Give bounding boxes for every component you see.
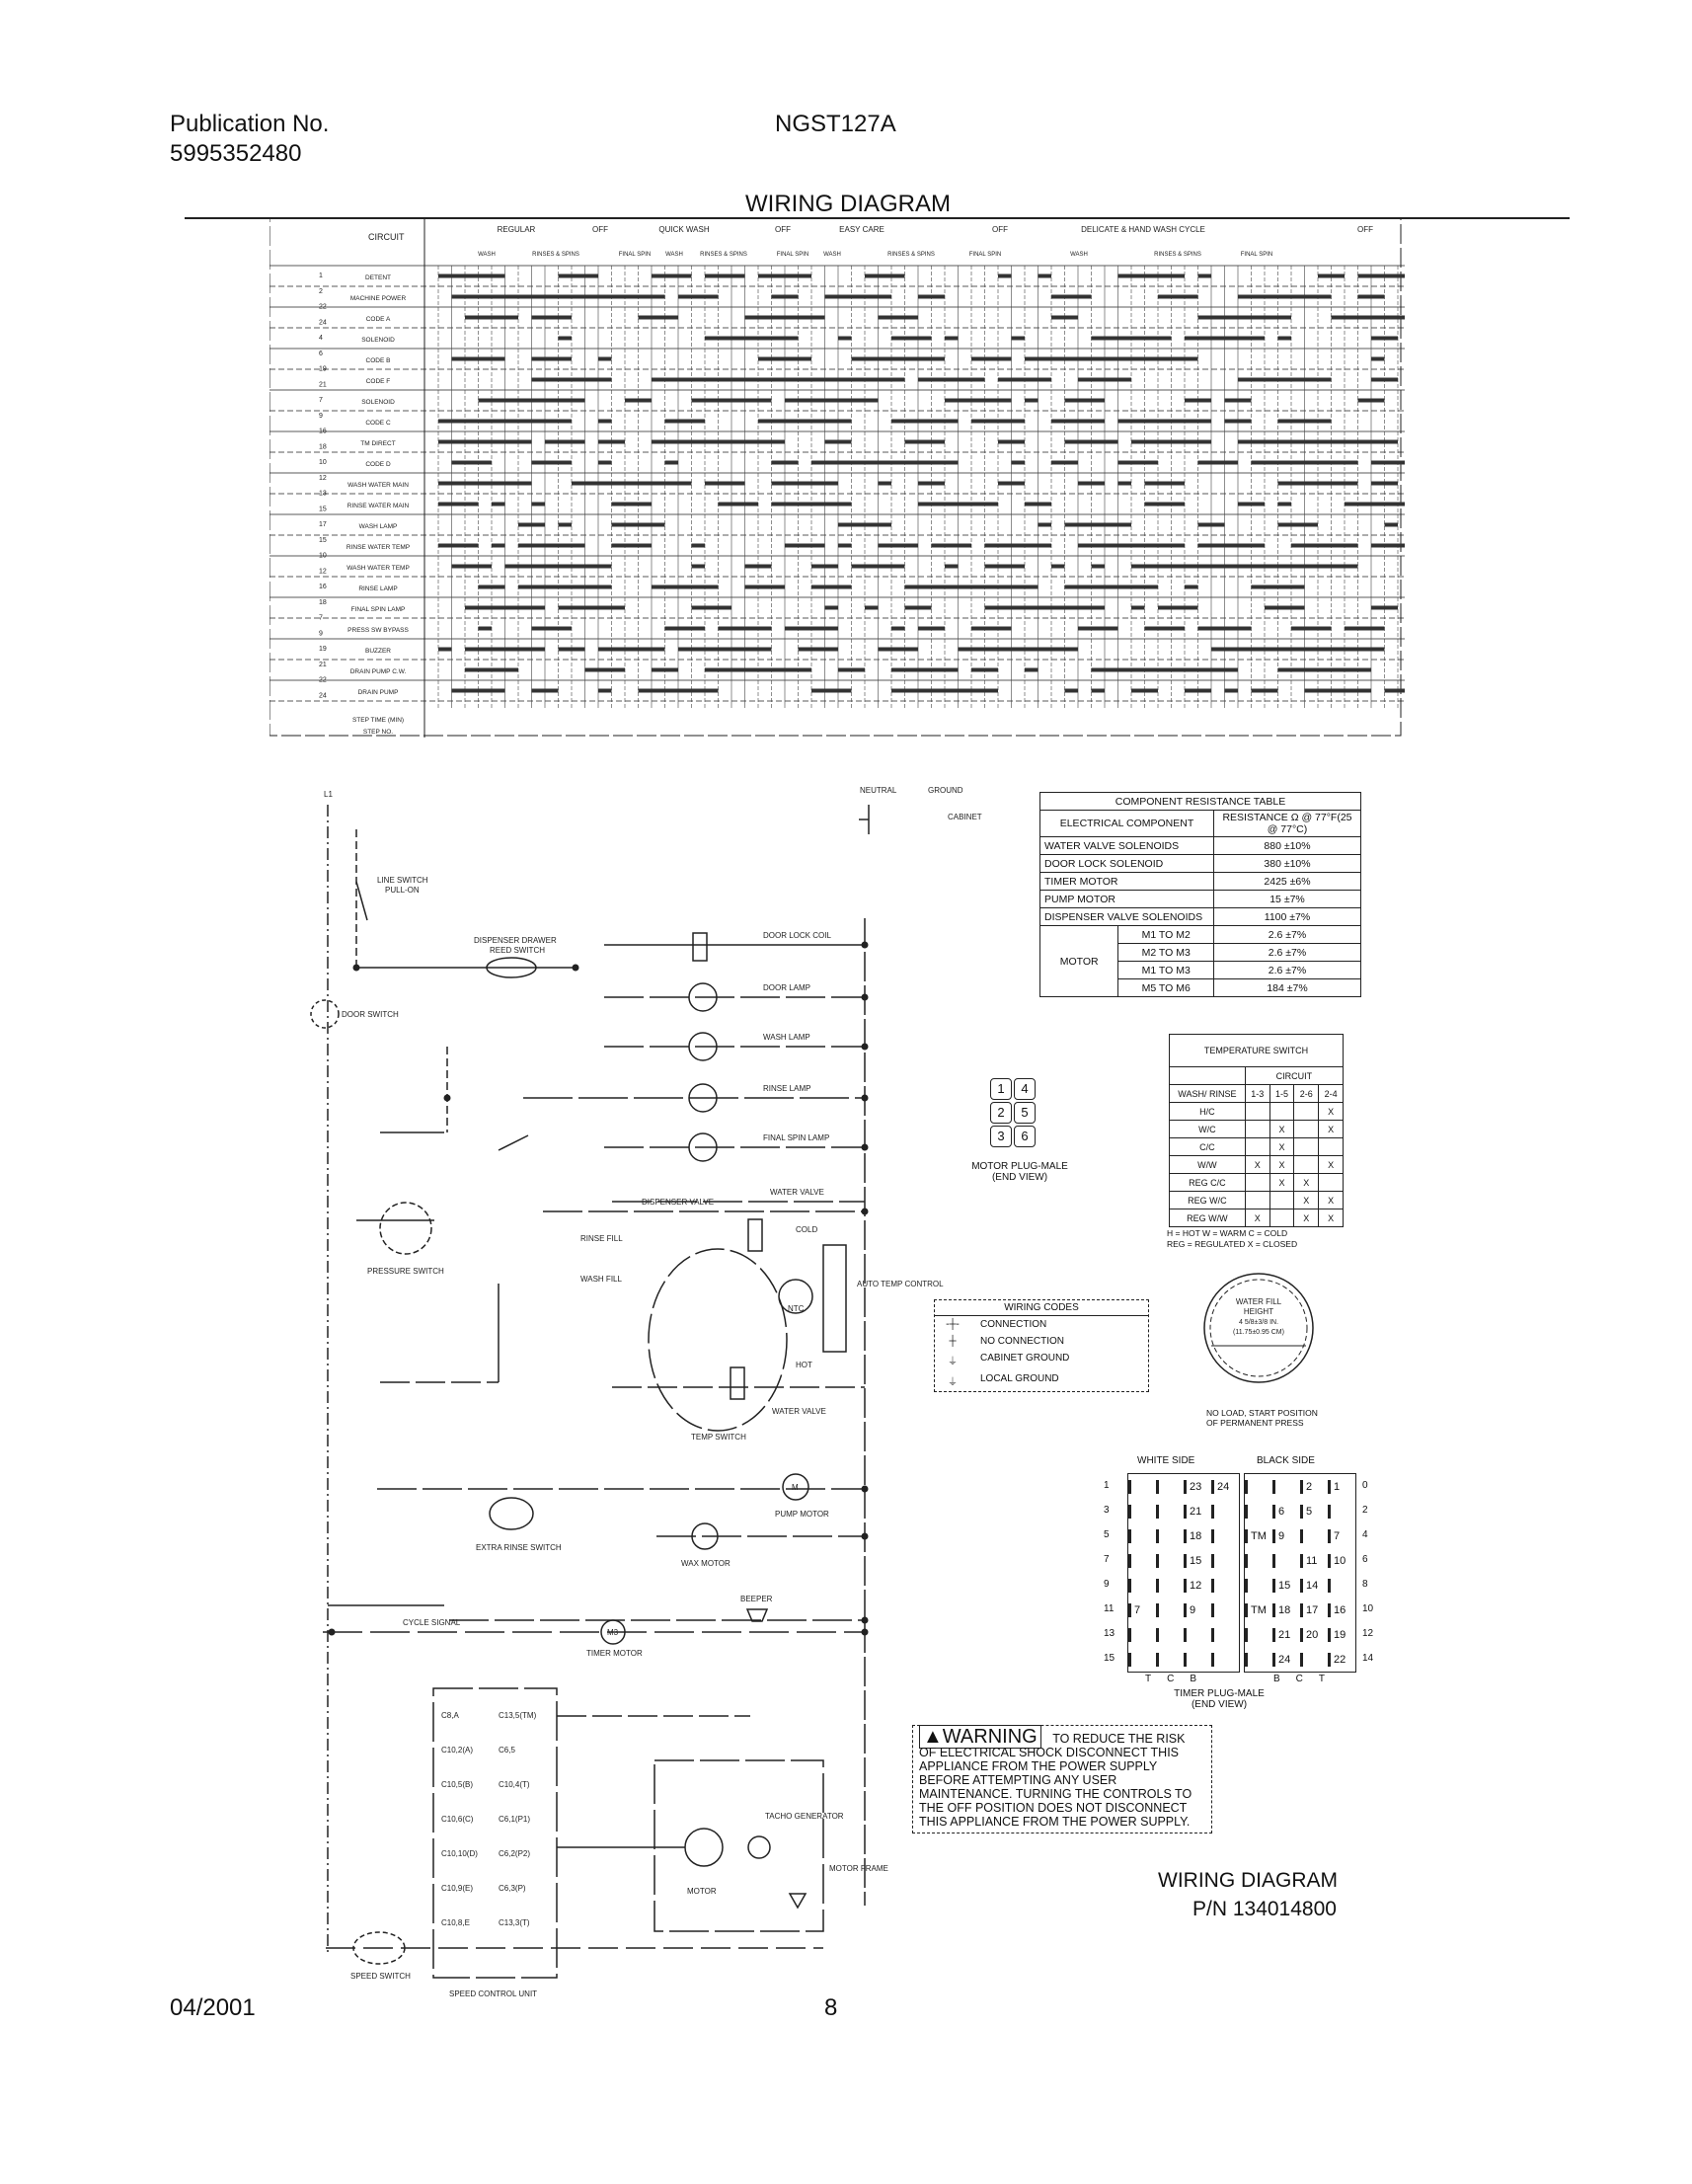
motor-resistance-row: M5 TO M6 184 ±7% (1040, 979, 1361, 997)
timer-circuit-row: CODE D (365, 461, 391, 468)
timer-circuit-row: SOLENOID (361, 399, 395, 406)
timer-footer-row: STEP TIME (MIN) (351, 717, 405, 724)
timer-footer-row: STEP NO. (362, 729, 394, 736)
warning-triangle-icon: ▲ (923, 1726, 943, 1748)
timer-plug-pin: TM (1245, 1603, 1272, 1617)
timer-circuit-row: CODE B (365, 357, 391, 364)
terminal-number: 24 (319, 692, 327, 700)
extra-rinse-switch-icon (490, 1498, 533, 1529)
timer-circuit-row: TM DIRECT (360, 440, 396, 447)
column-header-resistance: RESISTANCE Ω @ 77°F(25 @ 77°C) (1214, 811, 1361, 837)
temp-switch-row: C/C X (1170, 1138, 1344, 1156)
label-cold: COLD (796, 1225, 818, 1234)
phase-header: FINAL SPIN (968, 252, 1002, 258)
timer-plug-pin: 7 (1128, 1603, 1156, 1617)
timer-plug-label: TIMER PLUG-MALE (END VIEW) (1174, 1688, 1265, 1710)
terminal-number: 12 (319, 568, 327, 576)
timer-plug-pin (1128, 1579, 1156, 1593)
label-temp-switch: TEMP SWITCH (691, 1433, 746, 1442)
label-pump-motor: PUMP MOTOR (775, 1510, 829, 1519)
terminal-number: 22 (319, 303, 327, 311)
cycle-header: DELICATE & HAND WASH CYCLE (1081, 225, 1205, 234)
connector-label: C13,3(T) (499, 1918, 530, 1927)
timer-plug-pin: 22 (1328, 1653, 1355, 1667)
timer-plug-pin: 21 (1184, 1505, 1211, 1519)
label-timer-motor: TIMER MOTOR (586, 1649, 643, 1658)
cycle-header: EASY CARE (839, 225, 884, 234)
label-wax-motor: WAX MOTOR (681, 1559, 731, 1568)
timer-plug-pin (1300, 1529, 1328, 1543)
motor-plug-pin: 2 (990, 1102, 1012, 1124)
label-motor-frame: MOTOR FRAME (829, 1864, 888, 1873)
connector-label: C10,10(D) (441, 1849, 478, 1858)
label-ground: GROUND (928, 786, 963, 795)
motor-resistance-row: MOTOR M1 TO M2 2.6 ±7% (1040, 926, 1361, 944)
timer-plug-pin: 18 (1184, 1529, 1211, 1543)
publication-number: 5995352480 (170, 140, 302, 167)
timer-circuit-row: SOLENOID (361, 337, 395, 344)
timer-circuit-row: FINAL SPIN LAMP (350, 606, 406, 613)
connector-label: C10,8,E (441, 1918, 470, 1927)
phase-header: RINSES & SPINS (1154, 252, 1201, 258)
resistance-row: DOOR LOCK SOLENOID 380 ±10% (1040, 855, 1361, 873)
wiring-code-item: ⏚ CABINET GROUND (935, 1350, 1148, 1370)
connector-label: C10,9(E) (441, 1884, 474, 1893)
label-rinse-fill: RINSE FILL (580, 1234, 623, 1243)
timer-plug-pin (1300, 1653, 1328, 1667)
label-extra-rinse-switch: EXTRA RINSE SWITCH (476, 1543, 562, 1552)
svg-text:HEIGHT: HEIGHT (1243, 1307, 1274, 1316)
wiring-code-item: ⏚ LOCAL GROUND (935, 1370, 1148, 1391)
timer-plug-pin: 23 (1184, 1480, 1211, 1494)
timer-plug-pin (1156, 1554, 1184, 1568)
phase-header: FINAL SPIN (776, 252, 809, 258)
terminal-number: 15 (319, 536, 327, 544)
terminal-number: 12 (319, 474, 327, 482)
connector-label: C6,1(P1) (499, 1815, 531, 1824)
timer-circuit-row: DRAIN PUMP C.W. (349, 668, 407, 675)
timer-plug-pin (1128, 1628, 1156, 1642)
terminal-number: 10 (319, 552, 327, 560)
black-side-title: BLACK SIDE (1257, 1455, 1315, 1466)
label-l1: L1 (324, 790, 333, 799)
timer-plug-pin (1328, 1579, 1355, 1593)
timer-plug-pin (1211, 1529, 1239, 1543)
speed-control-connectors (441, 1711, 537, 1927)
motor-resistance-row: M2 TO M3 2.6 ±7% (1040, 944, 1361, 962)
label-wash-lamp: WASH LAMP (763, 1033, 810, 1042)
temp-switch-row: REG C/C X X (1170, 1174, 1344, 1192)
connector-label: C8,A (441, 1711, 459, 1720)
timer-plug-pin (1156, 1628, 1184, 1642)
timer-plug-pin (1211, 1554, 1239, 1568)
terminal-number: 18 (319, 598, 327, 606)
connector-label: C10,2(A) (441, 1746, 474, 1755)
timer-plug-white-side (1127, 1473, 1240, 1673)
cycle-header: OFF (1357, 225, 1373, 234)
timer-circuit-row: RINSE WATER MAIN (346, 503, 410, 509)
motor-plug-pin: 1 (990, 1078, 1012, 1100)
motor-plug-diagram (990, 1078, 1036, 1147)
cycle-header: QUICK WASH (658, 225, 710, 234)
label-speed-switch: SPEED SWITCH (350, 1972, 411, 1981)
terminal-number: 16 (319, 428, 327, 435)
door-switch-icon (311, 1000, 339, 1028)
label-hot: HOT (796, 1361, 812, 1369)
temp-switch-legend: H = HOT W = WARM C = COLD REG = REGULATED X = CLOSED (1167, 1228, 1298, 1249)
timer-plug-pin (1245, 1554, 1272, 1568)
terminal-number: 21 (319, 661, 327, 668)
temperature-switch-table: TEMPERATURE SWITCH CIRCUIT WASH/ RINSE 1-3 1-5 2-6 2-4 H/C X W/C X X C/C X W/W X X X REG C/C X X REG W/C X X REG W/W X X X (1169, 1034, 1344, 1227)
connector-label: C6,3(P) (499, 1884, 526, 1893)
component-resistance-table (1039, 792, 1361, 997)
connector-label: C6,5 (499, 1746, 515, 1755)
pressure-switch-icon (380, 1203, 431, 1254)
timer-circuit-row: WASH LAMP (358, 523, 398, 530)
timer-plug-pin: 16 (1328, 1603, 1355, 1617)
timer-plug-pin: 5 (1300, 1505, 1328, 1519)
timer-plug-pin (1156, 1603, 1184, 1617)
timer-circuit-row: CODE F (365, 378, 391, 385)
timer-plug-pin: 15 (1272, 1579, 1300, 1593)
timer-plug-pin (1184, 1628, 1211, 1642)
resistance-table-title: COMPONENT RESISTANCE TABLE (1040, 793, 1361, 811)
label-pressure-switch: PRESSURE SWITCH (367, 1267, 444, 1276)
wiring-codes-legend (934, 1299, 1149, 1392)
terminal-number: 24 (319, 319, 327, 327)
warning-heading: ▲WARNING (919, 1725, 1041, 1749)
phase-header: WASH (478, 252, 496, 258)
label-door-lock-coil: DOOR LOCK COIL (763, 931, 831, 940)
label-motor: MOTOR (687, 1887, 717, 1896)
terminal-number: 6 (319, 350, 323, 357)
terminal-number: 19 (319, 646, 327, 653)
warning-lead: TO REDUCE THE RISK (1052, 1732, 1186, 1746)
terminal-number: 18 (319, 443, 327, 451)
timer-plug-pin (1245, 1579, 1272, 1593)
phase-header: WASH (1070, 252, 1088, 258)
motor-icon (685, 1829, 723, 1866)
temp-switch-row: REG W/C X X (1170, 1192, 1344, 1209)
terminal-number: 9 (319, 630, 323, 638)
timer-plug-pin: 20 (1300, 1628, 1328, 1642)
label-water-valve-hot: WATER VALVE (772, 1407, 826, 1416)
beeper-icon (747, 1609, 767, 1621)
timer-plug-pin (1245, 1628, 1272, 1642)
phase-header: RINSES & SPINS (532, 252, 579, 258)
local-ground-icon (790, 1894, 806, 1908)
timer-plug-pin (1211, 1579, 1239, 1593)
temp-switch-row: W/W X X X (1170, 1156, 1344, 1174)
water-fill-note: NO LOAD, START POSITION OF PERMANENT PRESS (1206, 1408, 1318, 1428)
timer-plug-pin (1156, 1653, 1184, 1667)
resistance-row: TIMER MOTOR 2425 ±6% (1040, 873, 1361, 891)
terminal-number: 22 (319, 676, 327, 684)
phase-header: WASH (665, 252, 683, 258)
motor-plug-label: MOTOR PLUG-MALE (END VIEW) (971, 1161, 1068, 1183)
timer-plug-pin: 1 (1328, 1480, 1355, 1494)
phase-header: WASH (823, 252, 841, 258)
publication-label: Publication No. (170, 111, 330, 137)
circuit-header: CIRCUIT (368, 232, 405, 242)
timer-plug-pin (1156, 1505, 1184, 1519)
tacho-generator-icon (748, 1836, 770, 1858)
label-reed-switch: REED SWITCH (490, 946, 545, 955)
schematic-wires (323, 805, 865, 1978)
label-pull-on: PULL-ON (385, 886, 420, 895)
label-door-switch: DOOR SWITCH (342, 1010, 399, 1019)
timer-plug-pin: 15 (1184, 1554, 1211, 1568)
phase-header: FINAL SPIN (1240, 252, 1273, 258)
timer-circuit-row: CODE C (365, 420, 391, 427)
terminal-number: 21 (319, 381, 327, 389)
timer-plug-pin (1156, 1480, 1184, 1494)
timer-plug-pin (1128, 1505, 1156, 1519)
terminal-number: 7 (319, 614, 323, 622)
connector-label: C10,5(B) (441, 1780, 474, 1789)
local-ground-icon: ⏚ (948, 1377, 958, 1388)
timer-plug-pin: 17 (1300, 1603, 1328, 1617)
timer-circuit-row: RINSE LAMP (358, 585, 398, 592)
temp-switch-row: H/C X (1170, 1103, 1344, 1121)
schematic-nodes (329, 942, 869, 1636)
diagram-label: WIRING DIAGRAM (1158, 1869, 1338, 1892)
timer-plug-pin: 2 (1300, 1480, 1328, 1494)
timer-circuit-row: WASH WATER TEMP (346, 565, 410, 572)
white-side-columns: T C B (1145, 1674, 1197, 1684)
timer-plug-pin: 9 (1272, 1529, 1300, 1543)
timer-plug-pin (1156, 1579, 1184, 1593)
resistance-row: PUMP MOTOR 15 ±7% (1040, 891, 1361, 908)
label-ntc: NTC (788, 1304, 805, 1313)
terminal-number: 16 (319, 584, 327, 590)
label-beeper: BEEPER (740, 1595, 773, 1603)
black-side-numbers: 0 2 4 6 8 10 12 14 (1362, 1480, 1374, 1664)
wiring-code-item: ┼ NO CONNECTION (935, 1333, 1148, 1350)
label-m3: M3 (607, 1628, 619, 1637)
label-m: M (792, 1483, 799, 1492)
timer-plug-pin (1128, 1529, 1156, 1543)
timer-circuit-row: BUZZER (365, 648, 391, 655)
black-side-columns: B C T (1273, 1674, 1326, 1684)
timer-plug-pin: 7 (1328, 1529, 1355, 1543)
svg-text:4 5/8±3/8 IN.: 4 5/8±3/8 IN. (1238, 1319, 1279, 1326)
label-dispenser-valve: DISPENSER VALVE (642, 1198, 715, 1207)
timer-plug-pin: 10 (1328, 1554, 1355, 1568)
label-dispenser-drawer: DISPENSER DRAWER (474, 936, 557, 945)
timer-plug-pin (1128, 1480, 1156, 1494)
phase-header: FINAL SPIN (618, 252, 652, 258)
cycle-header: OFF (775, 225, 791, 234)
label-line-switch: LINE SWITCH (377, 876, 428, 885)
label-auto-temp-control: AUTO TEMP CONTROL (857, 1280, 944, 1288)
white-side-numbers: 1 3 5 7 9 11 13 15 (1104, 1480, 1115, 1664)
resistance-row: WATER VALVE SOLENOIDS 880 ±10% (1040, 837, 1361, 855)
motor-plug-pin: 6 (1014, 1126, 1036, 1147)
timer-plug-pin (1211, 1603, 1239, 1617)
temp-switch-row: REG W/W X X X (1170, 1209, 1344, 1227)
timer-plug-pin (1245, 1653, 1272, 1667)
cabinet-ground-icon: ⏚ (948, 1357, 958, 1367)
motor-plug-pin: 3 (990, 1126, 1012, 1147)
timer-circuit-row: DETENT (365, 274, 391, 281)
phase-header: RINSES & SPINS (700, 252, 747, 258)
terminal-number: 7 (319, 397, 323, 404)
connector-label: C13,5(TM) (499, 1711, 537, 1720)
label-neutral: NEUTRAL (860, 786, 897, 795)
motor-resistance-row: M1 TO M3 2.6 ±7% (1040, 962, 1361, 979)
timer-plug-pin (1211, 1628, 1239, 1642)
resistance-row: DISPENSER VALVE SOLENOIDS 1100 ±7% (1040, 908, 1361, 926)
label-rinse-lamp: RINSE LAMP (763, 1084, 811, 1093)
warning-body: OF ELECTRICAL SHOCK DISCONNECT THIS APPLIANCE FROM THE POWER SUPPLY BEFORE ATTEMPTING ANY USER MAINTENANCE. TURNING THE CONTROLS TO THE OFF POSITION DOES NOT DISCONNECT THIS APPLIANCE FROM THE POWER SUPPLY. (919, 1746, 1192, 1829)
schematic-components (311, 805, 869, 1964)
terminal-number: 15 (319, 506, 327, 513)
timer-plug-pin (1211, 1653, 1239, 1667)
timer-circuit-row: MACHINE POWER (349, 295, 407, 302)
connection-icon: -┼- (946, 1319, 960, 1330)
timer-plug-pin (1128, 1554, 1156, 1568)
motor-plug-pin: 5 (1014, 1102, 1036, 1124)
connector-label: C10,4(T) (499, 1780, 530, 1789)
terminal-number: 9 (319, 412, 323, 420)
page-number: 8 (824, 1994, 838, 2021)
terminal-number: 4 (319, 335, 323, 342)
circuit-header: CIRCUIT (1245, 1067, 1343, 1085)
timer-circuit-row: WASH WATER MAIN (347, 482, 409, 489)
label-speed-control-unit: SPEED CONTROL UNIT (449, 1989, 538, 1998)
cycle-header: OFF (592, 225, 608, 234)
timer-plug-pin (1272, 1554, 1300, 1568)
no-connection-icon: ┼ (949, 1336, 957, 1347)
timer-plug-pin: 24 (1272, 1653, 1300, 1667)
timer-plug-pin (1245, 1505, 1272, 1519)
timer-plug-pin (1272, 1480, 1300, 1494)
terminal-number: 19 (319, 365, 327, 373)
timer-plug-pin: TM (1245, 1529, 1272, 1543)
publication-date: 04/2001 (170, 1994, 256, 2021)
label-final-spin-lamp: FINAL SPIN LAMP (763, 1133, 830, 1142)
cycle-header: REGULAR (497, 225, 536, 234)
timer-plug-pin (1245, 1480, 1272, 1494)
water-fill-diagram (1199, 1269, 1318, 1392)
timer-plug-pin (1184, 1653, 1211, 1667)
terminal-number: 17 (319, 521, 327, 528)
temp-switch-row: W/C X X (1170, 1121, 1344, 1138)
timer-plug-pin: 18 (1272, 1603, 1300, 1617)
timer-plug-black-side (1244, 1473, 1356, 1673)
timer-plug-pin: 21 (1272, 1628, 1300, 1642)
label-water-valve-cold: WATER VALVE (770, 1188, 824, 1197)
timer-circuit-row: PRESS SW BYPASS (347, 627, 409, 634)
label-tacho-generator: TACHO GENERATOR (765, 1812, 844, 1821)
connector-label: C10,6(C) (441, 1815, 474, 1824)
label-wash-fill: WASH FILL (580, 1275, 622, 1284)
timer-plug-pin (1128, 1653, 1156, 1667)
timer-circuit-row: RINSE WATER TEMP (346, 544, 411, 551)
phase-header: RINSES & SPINS (887, 252, 935, 258)
terminal-number: 13 (319, 490, 327, 498)
timer-plug-pin: 11 (1300, 1554, 1328, 1568)
timer-plug-pin (1211, 1505, 1239, 1519)
timer-plug-pin (1156, 1529, 1184, 1543)
timer-plug-pin: 12 (1184, 1579, 1211, 1593)
label-cycle-signal: CYCLE SIGNAL (403, 1618, 461, 1627)
white-side-title: WHITE SIDE (1137, 1455, 1195, 1466)
timer-circuit-row: CODE A (365, 316, 391, 323)
svg-text:(11.75±0.95 CM): (11.75±0.95 CM) (1233, 1329, 1284, 1336)
part-number: P/N 134014800 (1192, 1898, 1337, 1920)
model-number: NGST127A (775, 111, 896, 137)
page-title: WIRING DIAGRAM (745, 191, 951, 217)
timer-plug-pin: 24 (1211, 1480, 1239, 1494)
timer-plug-pin: 14 (1300, 1579, 1328, 1593)
terminal-number: 1 (319, 273, 323, 279)
connector-label: C6,2(P2) (499, 1849, 531, 1858)
timer-plug-pin: 19 (1328, 1628, 1355, 1642)
label-door-lamp: DOOR LAMP (763, 983, 811, 992)
timer-plug-pin: 9 (1184, 1603, 1211, 1617)
timer-circuit-row: DRAIN PUMP (357, 689, 399, 696)
temp-switch-title: TEMPERATURE SWITCH (1170, 1035, 1344, 1067)
cycle-header: OFF (992, 225, 1008, 234)
timer-plug-pin: 6 (1272, 1505, 1300, 1519)
motor-plug-pin: 4 (1014, 1078, 1036, 1100)
terminal-number: 2 (319, 287, 323, 295)
column-header-component: ELECTRICAL COMPONENT (1040, 811, 1214, 837)
wiring-codes-title: WIRING CODES (935, 1300, 1148, 1316)
label-cabinet: CABINET (948, 813, 982, 821)
svg-text:WATER FILL: WATER FILL (1235, 1297, 1282, 1306)
warning-box (912, 1725, 1212, 1833)
wiring-code-item: -┼- CONNECTION (935, 1316, 1148, 1333)
timer-plug-pin (1328, 1505, 1355, 1519)
terminal-number: 10 (319, 459, 327, 466)
